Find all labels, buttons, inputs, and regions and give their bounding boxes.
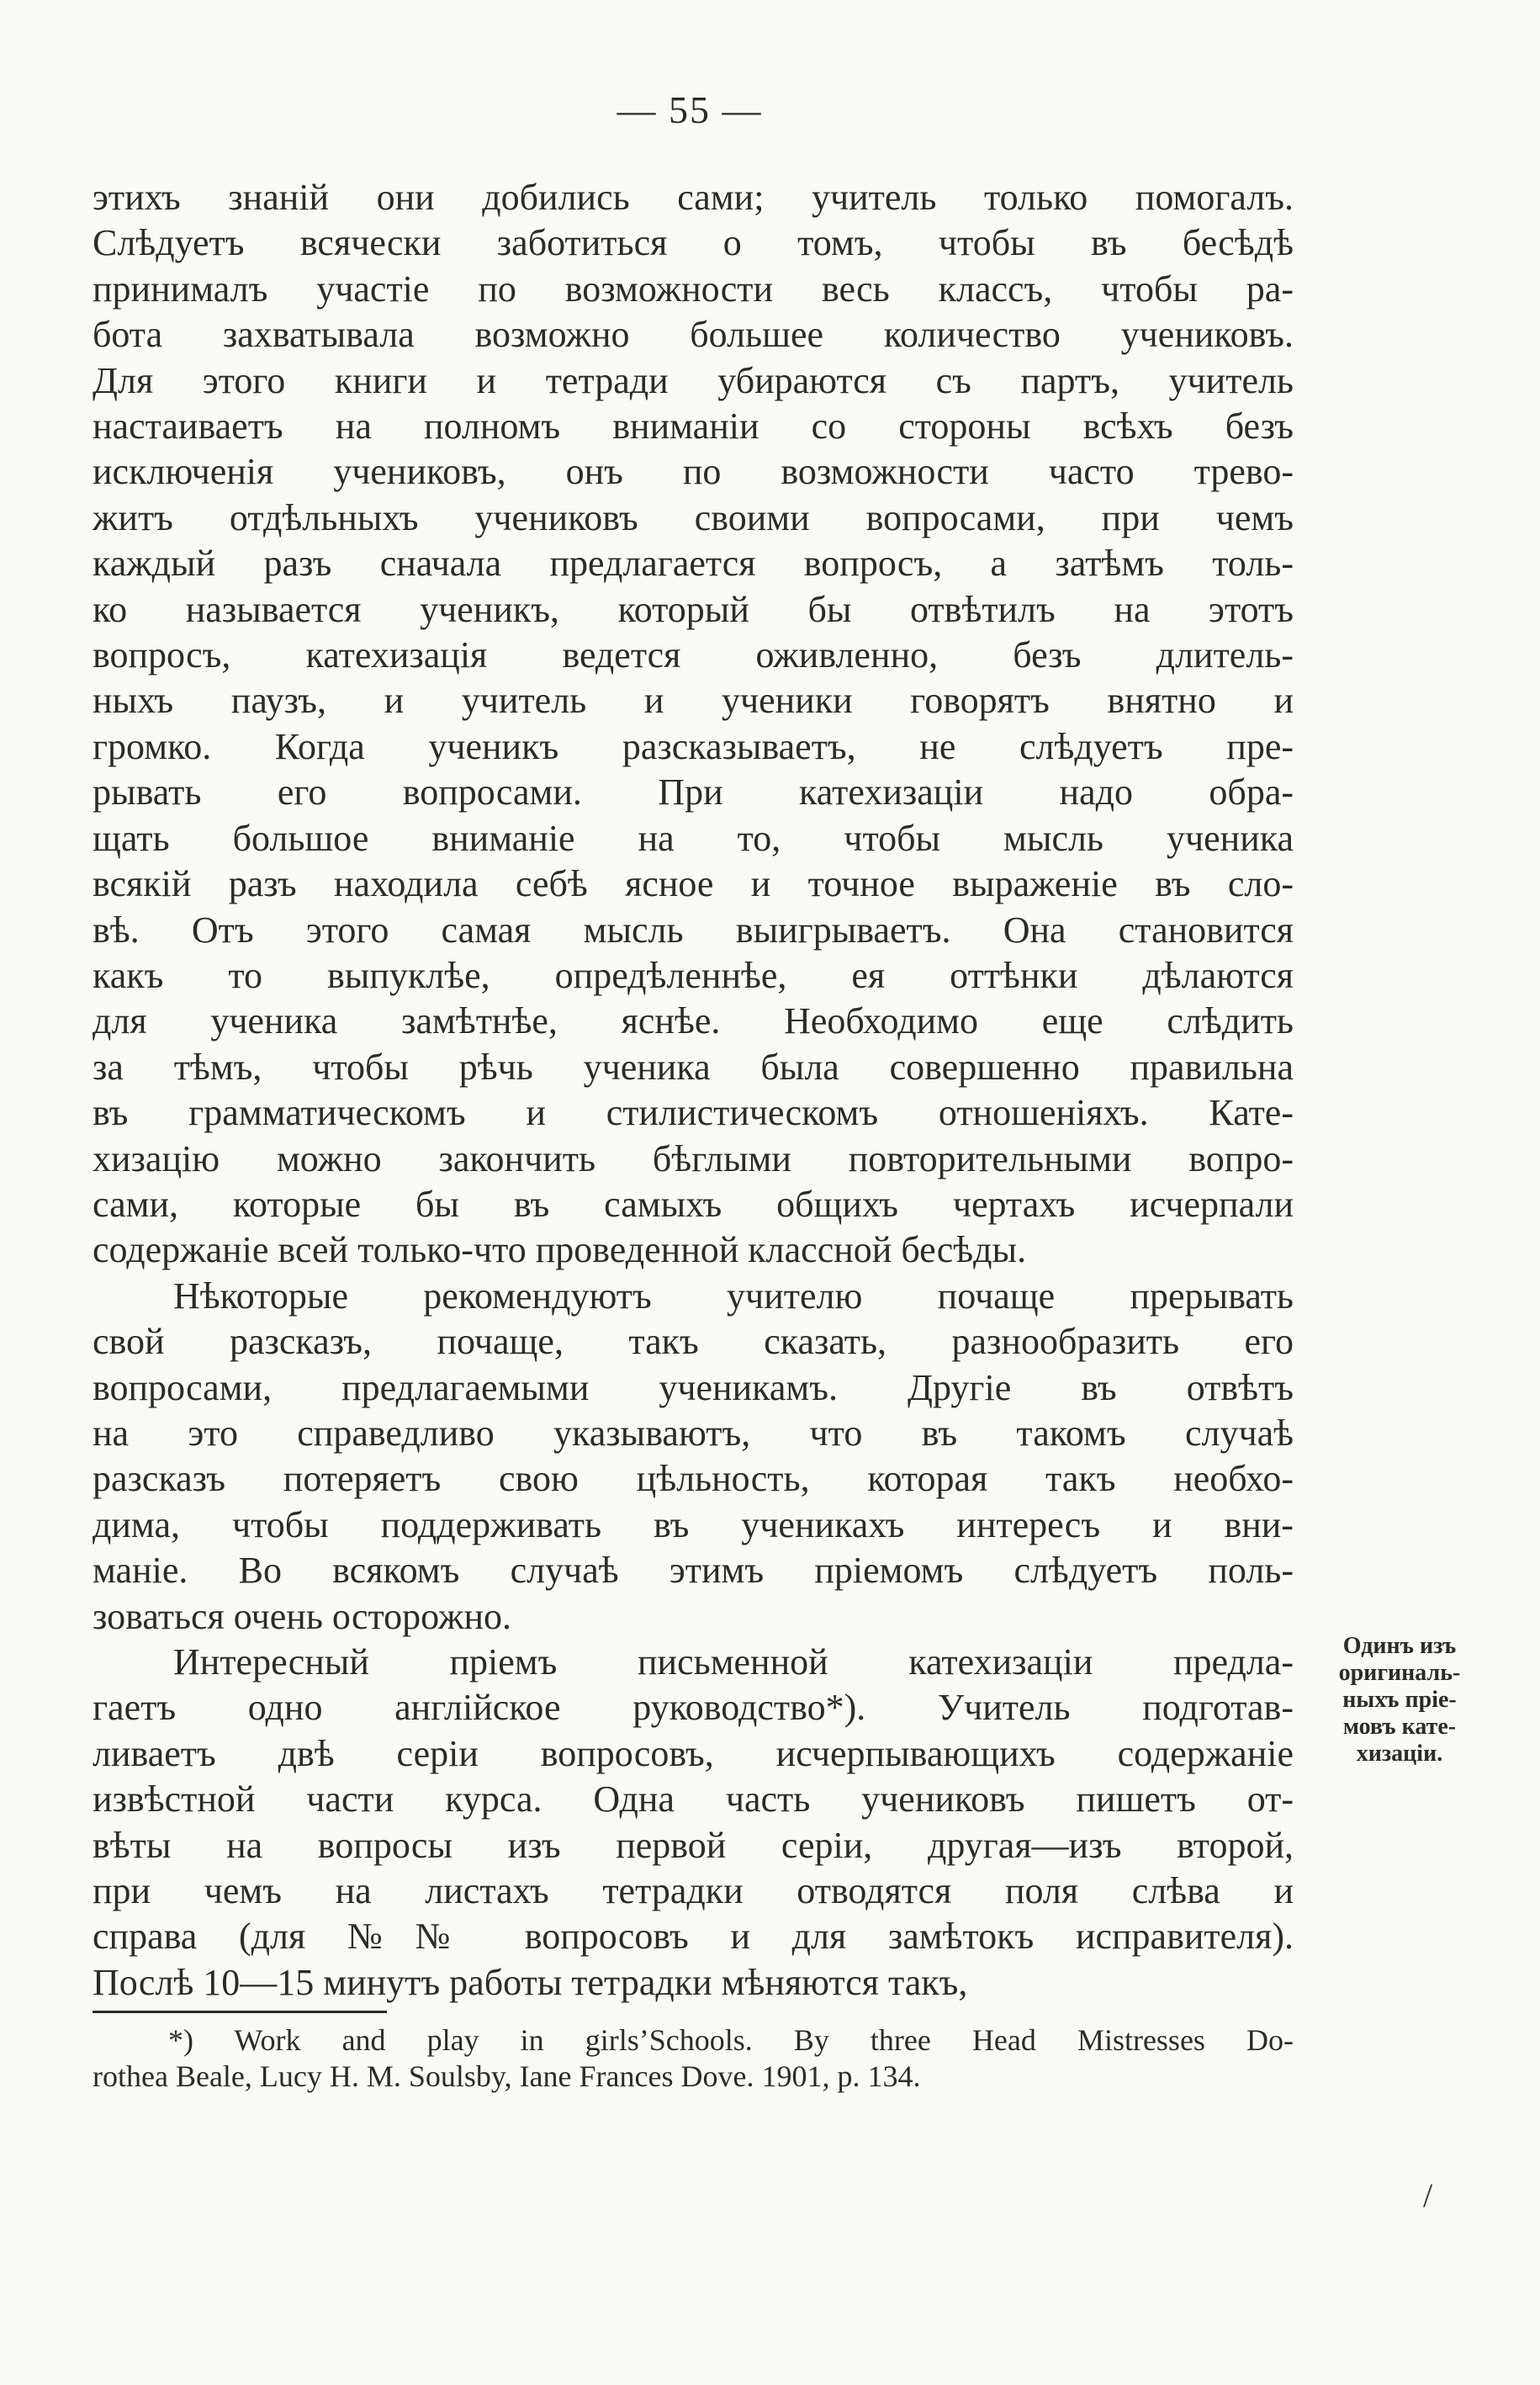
- text-line: для ученика замѣтнѣе, яснѣе. Необходимо еще слѣдить: [93, 1000, 1294, 1042]
- text-line: исключенія учениковъ, онъ по возможности часто трево-: [93, 451, 1294, 493]
- footnote: [93, 2022, 1294, 2095]
- text-line: каждый разъ сначала предлагается вопросъ, а затѣмъ толь-: [93, 543, 1294, 585]
- text-line: настаиваетъ на полномъ вниманіи со стороны всѣхъ безъ: [93, 405, 1294, 448]
- text-line: принималъ участіе по возможности весь классъ, чтобы ра-: [93, 268, 1294, 310]
- text-line: въ грамматическомъ и стилистическомъ отношеніяхъ. Кате-: [93, 1092, 1294, 1134]
- footnote-line: rothea Beale, Lucy H. M. Soulsby, Iane Frances Dove. 1901, p. 134.: [93, 2059, 921, 2093]
- margin-note-line: мовъ кате-: [1342, 1714, 1457, 1740]
- paragraph-3: [93, 1640, 1294, 2006]
- text-line: вѣты на вопросы изъ первой серіи, другая—изъ второй,: [93, 1824, 1294, 1866]
- text-line: бота захватывала возможно большее количество учениковъ.: [93, 314, 1294, 356]
- text-line: громко. Когда ученикъ разсказываетъ, не слѣдуетъ пре-: [93, 725, 1294, 767]
- margin-note-line: Одинъ изъ: [1342, 1633, 1457, 1659]
- text-line: на это справедливо указываютъ, что въ такомъ случаѣ: [93, 1412, 1294, 1454]
- text-line: справа (для №№ вопросовъ и для замѣтокъ исправителя).: [93, 1916, 1294, 1958]
- margin-note-line: оригиналь-: [1338, 1660, 1461, 1686]
- text-line: гаетъ одно англійское руководство*). Учитель подготав-: [93, 1687, 1294, 1729]
- text-line: маніе. Во всякомъ случаѣ этимъ пріемомъ слѣдуетъ поль-: [93, 1550, 1294, 1592]
- text-line: хизацію можно закончить бѣглыми повторительными вопро-: [93, 1137, 1294, 1179]
- text-line: Послѣ 10—15 минутъ работы тетрадки мѣняются такъ,: [93, 1961, 968, 2003]
- text-line: сами, которые бы въ самыхъ общихъ чертахъ исчерпали: [93, 1183, 1294, 1225]
- margin-note-line: хизаціи.: [1356, 1741, 1443, 1767]
- margin-note: [1300, 1633, 1499, 1768]
- text-line: ливаетъ двѣ серіи вопросовъ, исчерпывающихъ содержаніе: [93, 1732, 1294, 1774]
- text-line: рывать его вопросами. При катехизаціи надо обра-: [93, 771, 1294, 814]
- margin-note-line: ныхъ пріе-: [1342, 1687, 1457, 1713]
- text-line: ныхъ паузъ, и учитель и ученики говорятъ внятно и: [93, 680, 1294, 722]
- text-line: извѣстной части курса. Одна часть учениковъ пишетъ от-: [93, 1778, 1294, 1821]
- text-line: щать большое вниманіе на то, чтобы мысль ученика: [93, 817, 1294, 859]
- text-line: вопросами, предлагаемыми ученикамъ. Другіе въ отвѣтъ: [93, 1366, 1294, 1408]
- text-line: дима, чтобы поддерживать въ ученикахъ интересъ и вни-: [93, 1503, 1294, 1545]
- text-line: разсказъ потеряетъ свою цѣльность, которая такъ необхо-: [93, 1458, 1294, 1500]
- paragraph-1: [93, 175, 1294, 1274]
- footnote-line: *) Work and play in girls’Schools. By three Head Mistresses Do-: [168, 2023, 1294, 2057]
- text-line: свой разсказъ, почаще, такъ сказать, разнообразить его: [93, 1321, 1294, 1363]
- text-line: ко называется ученикъ, который бы отвѣтилъ на этотъ: [93, 588, 1294, 630]
- text-line: при чемъ на листахъ тетрадки отводятся поля слѣва и: [93, 1870, 1294, 1912]
- paragraph-2: [93, 1274, 1294, 1640]
- text-line: какъ то выпуклѣе, опредѣленнѣе, ея оттѣнки дѣлаются: [93, 954, 1294, 996]
- text-line: вопросъ, катехизація ведется оживленно, безъ длитель-: [93, 634, 1294, 676]
- text-line: содержаніе всей только-что проведенной классной бесѣды.: [93, 1229, 1027, 1271]
- scan-mark: /: [1423, 2176, 1433, 2214]
- text-line: этихъ знаній они добились сами; учитель только помогалъ.: [93, 177, 1294, 218]
- page-number: — 55 —: [617, 88, 763, 131]
- text-line: Слѣдуетъ всячески заботиться о томъ, чтобы въ бесѣдѣ: [93, 222, 1294, 264]
- text-line: Интересный пріемъ письменной катехизаціи предла-: [173, 1641, 1294, 1683]
- text-line: Нѣкоторые рекомендуютъ учителю почаще прерывать: [173, 1275, 1294, 1317]
- body-text: [93, 175, 1294, 2006]
- text-line: за тѣмъ, чтобы рѣчь ученика была совершенно правильна: [93, 1046, 1294, 1088]
- text-line: всякій разъ находила себѣ ясное и точное выраженіе въ сло-: [93, 863, 1294, 905]
- footnote-rule: [93, 2011, 387, 2013]
- text-line: житъ отдѣльныхъ учениковъ своими вопросами, при чемъ: [93, 496, 1294, 538]
- text-line: Для этого книги и тетради убираются съ партъ, учитель: [93, 359, 1294, 401]
- text-line: зоваться очень осторожно.: [93, 1595, 512, 1637]
- text-line: вѣ. Отъ этого самая мысль выигрываетъ. Она становится: [93, 909, 1294, 951]
